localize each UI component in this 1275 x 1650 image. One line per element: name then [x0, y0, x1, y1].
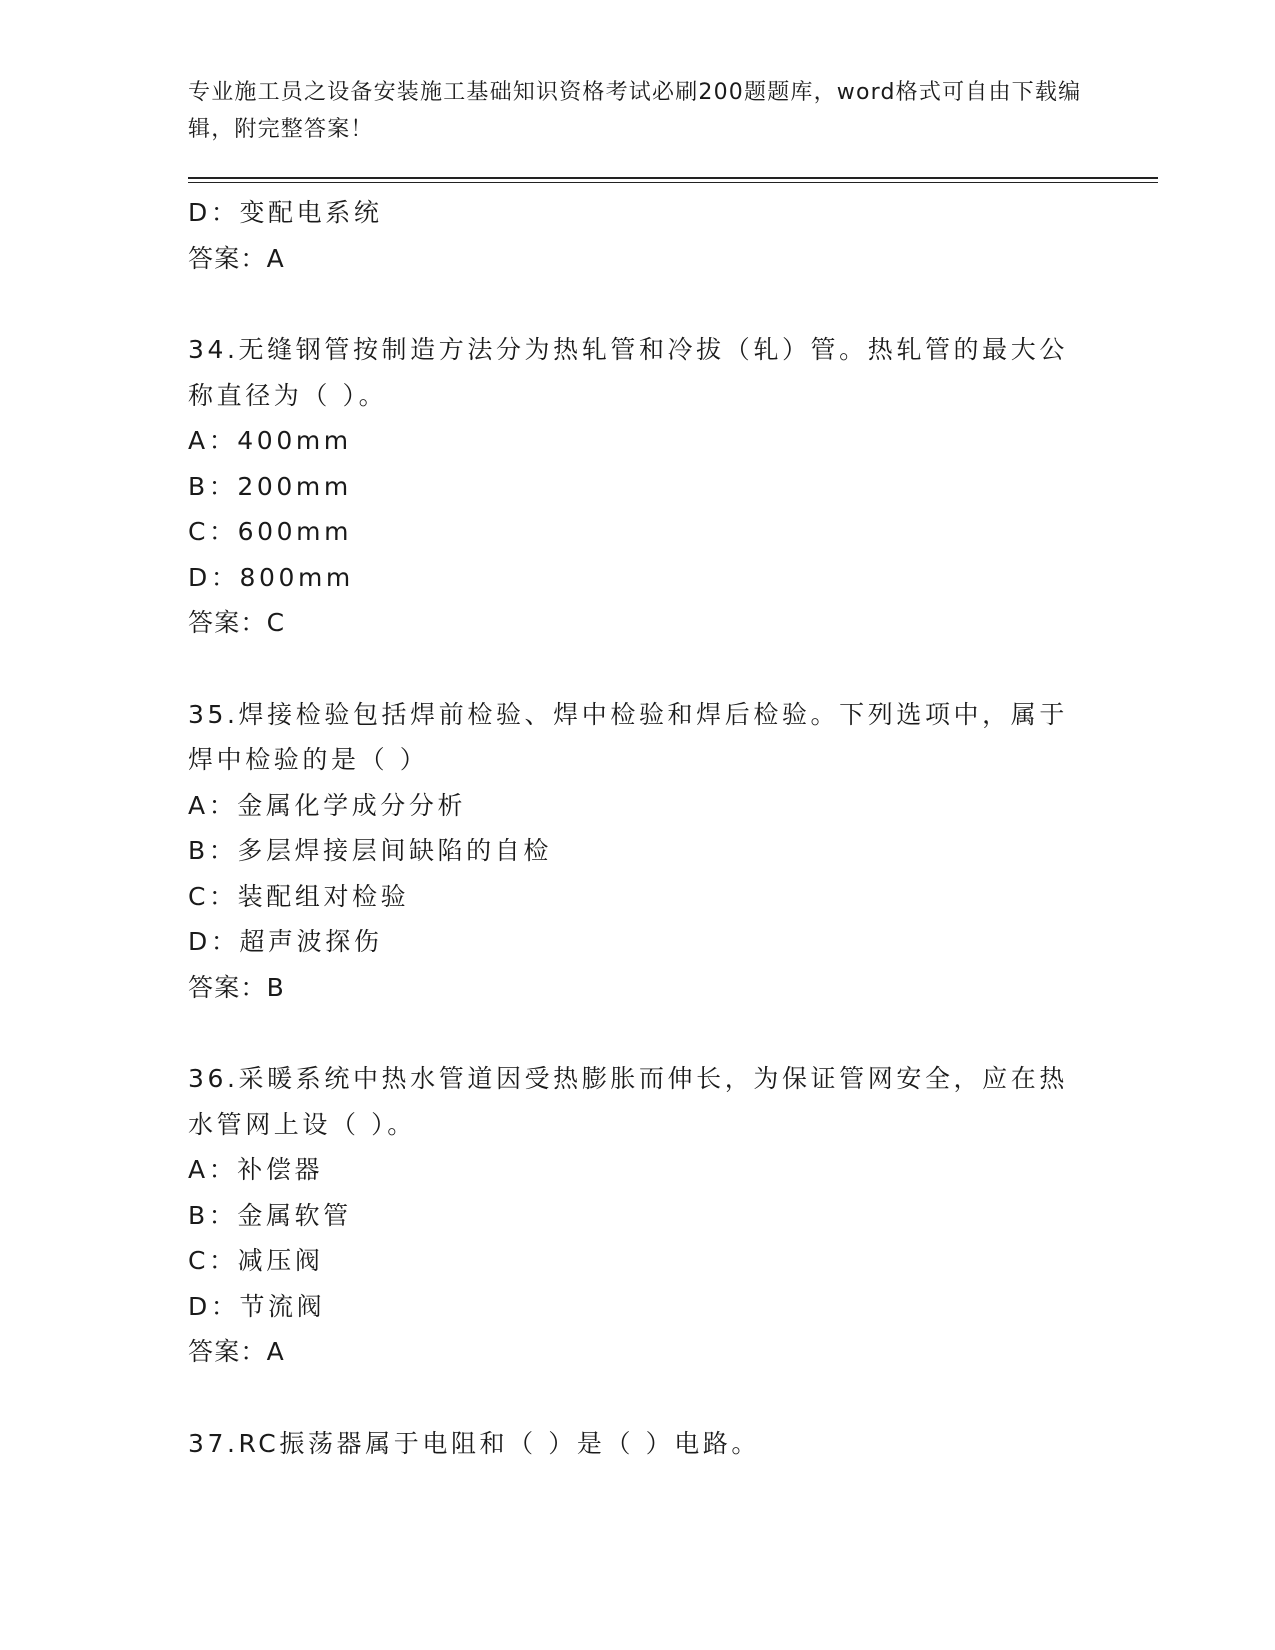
- question-text: 36.采暖系统中热水管道因受热膨胀而伸长，为保证管网安全，应在热水管网上设（ ）。: [188, 1064, 1068, 1139]
- option-d: D：节流阀: [188, 1291, 326, 1321]
- question-text: 37.RC振荡器属于电阻和（ ）是（ ）电路。: [188, 1428, 761, 1458]
- option-d: D：变配电系统: [188, 198, 383, 227]
- document-header: 专业施工员之设备安装施工基础知识资格考试必刷200题题库，word格式可自由下载编辑，附完整答案！: [188, 80, 1082, 142]
- spacer: [188, 646, 1088, 692]
- answer-line: 答案：A: [188, 243, 285, 273]
- option-b: B：200mm: [188, 471, 352, 501]
- option-b: B：多层焊接层间缺陷的自检: [188, 836, 552, 865]
- spacer: [188, 1375, 1088, 1421]
- option-d: D：超声波探伤: [188, 927, 383, 956]
- question-block-37: [188, 1421, 1088, 1467]
- question-block-34: [188, 327, 1088, 646]
- option-c: C：600mm: [188, 517, 353, 546]
- option-a: A：400mm: [188, 426, 352, 455]
- question-text: 34.无缝钢管按制造方法分为热轧管和冷拔（轧）管。热轧管的最大公称直径为（ ）。: [188, 335, 1068, 410]
- option-b: B：金属软管: [188, 1200, 352, 1230]
- answer-line: 答案：B: [188, 972, 285, 1002]
- option-c: C：减压阀: [188, 1246, 324, 1275]
- header-divider: [188, 177, 1158, 179]
- question-block-36: [188, 1056, 1088, 1375]
- answer-line: 答案：C: [188, 608, 286, 637]
- answer-line: 答案：A: [188, 1337, 285, 1366]
- question-block-35: [188, 692, 1088, 1011]
- document-body: [188, 190, 1088, 1466]
- spacer: [188, 281, 1088, 327]
- header-divider-thin: [188, 182, 1158, 183]
- question-text: 35.焊接检验包括焊前检验、焊中检验和焊后检验。下列选项中，属于焊中检验的是（ ）: [188, 699, 1068, 774]
- spacer: [188, 1010, 1088, 1056]
- option-c: C：装配组对检验: [188, 881, 410, 911]
- option-a: A：补偿器: [188, 1155, 324, 1184]
- option-d: D：800mm: [188, 562, 354, 592]
- option-a: A：金属化学成分分析: [188, 790, 467, 820]
